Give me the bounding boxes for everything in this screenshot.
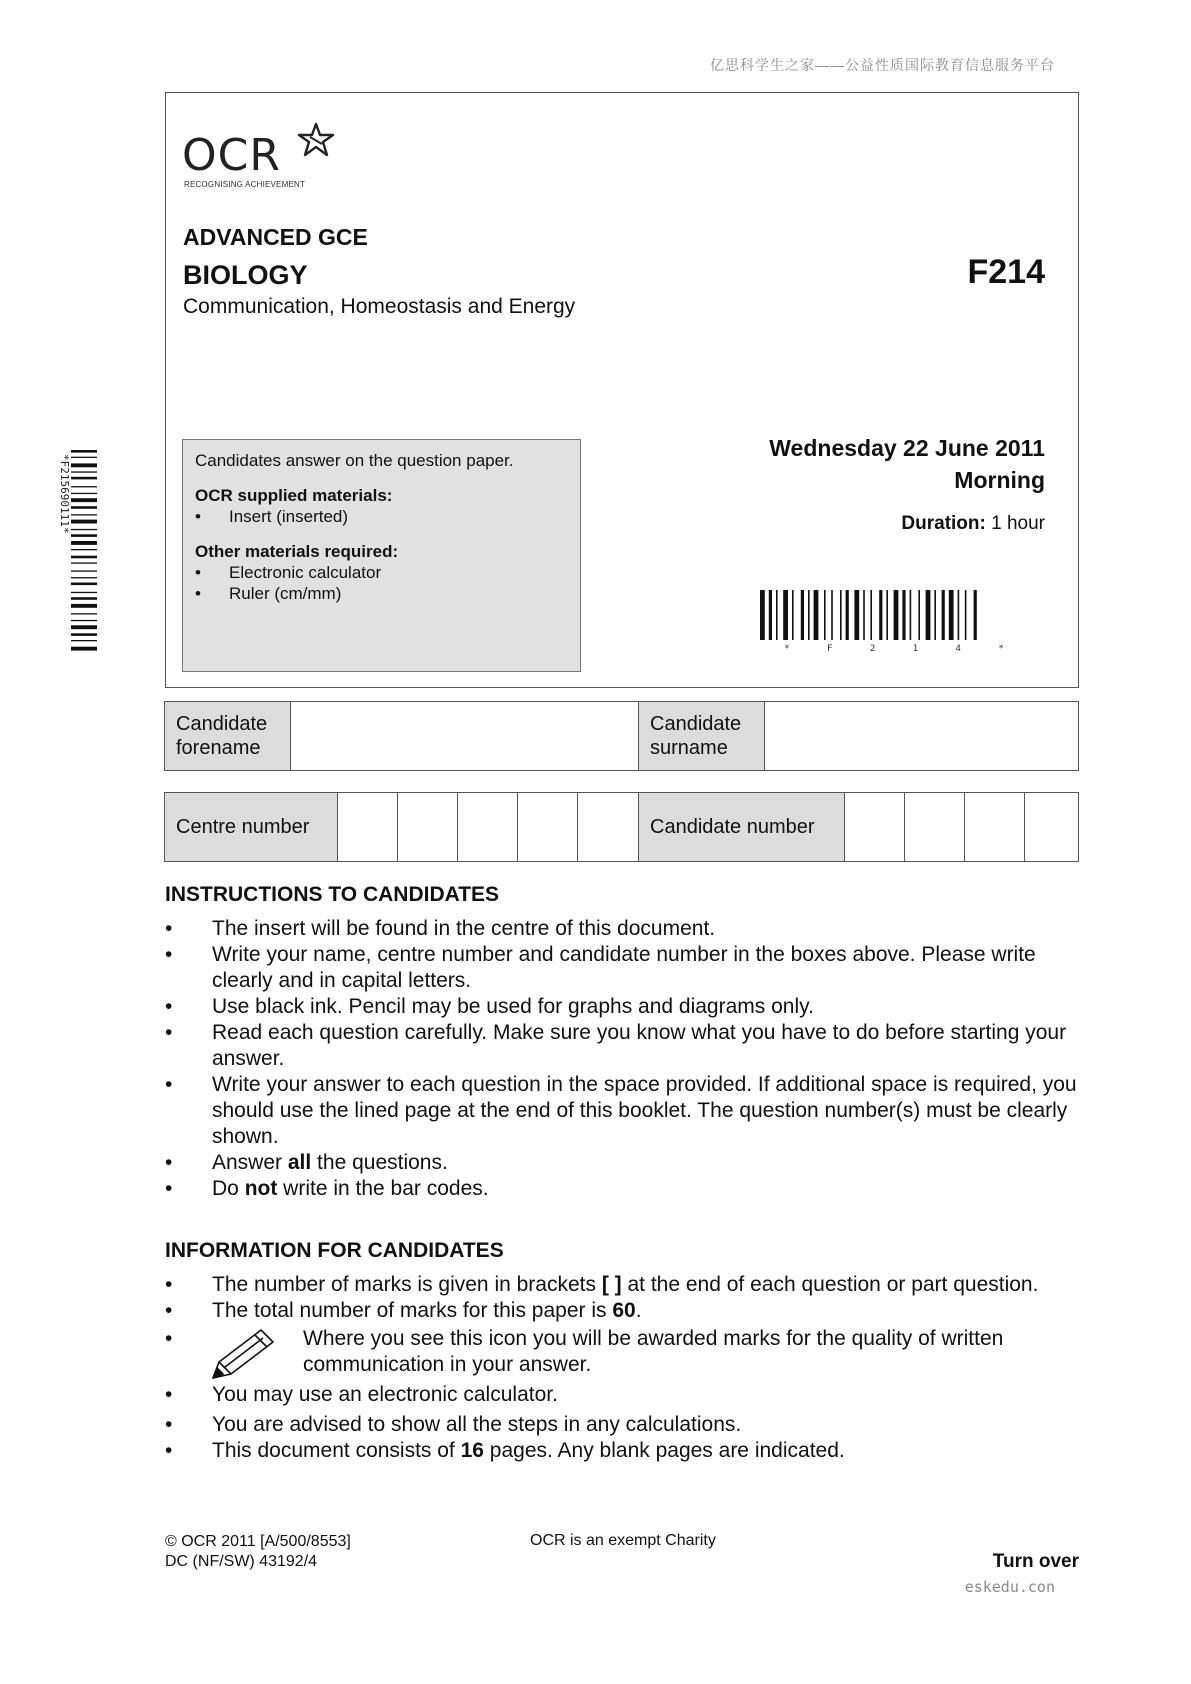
- instructions-list: [165, 916, 1085, 1202]
- barcode-bar: [792, 590, 794, 640]
- pencil-icon: [209, 1326, 279, 1382]
- turn-over: Turn over: [992, 1551, 1079, 1572]
- barcode-bar: [71, 592, 97, 593]
- star-icon: [296, 122, 336, 158]
- side-barcode-text: *F215690111*: [58, 454, 71, 534]
- barcode-bar: [71, 604, 97, 608]
- barcode-bar: [71, 450, 97, 453]
- logo-tagline: RECOGNISING ACHIEVEMENT: [184, 180, 306, 189]
- barcode-bar: [71, 529, 97, 530]
- main-barcode-text: * F 2 1 4 *: [784, 644, 1020, 652]
- copyright: © OCR 2011 [A/500/8553]: [165, 1533, 351, 1550]
- document-ref: DC (NF/SW) 43192/4: [165, 1553, 318, 1570]
- centre-number-box[interactable]: [578, 793, 639, 861]
- barcode-bar: [910, 590, 912, 640]
- barcode-bar: [926, 590, 931, 640]
- unit-title: Communication, Homeostasis and Energy: [183, 295, 576, 318]
- duration-label: Duration:: [901, 513, 986, 534]
- barcode-bar: [949, 590, 954, 640]
- barcode-bar: [814, 590, 819, 640]
- barcode-bar: [71, 498, 97, 502]
- list-item: • You are advised to show all the steps in any calculations.: [165, 1413, 742, 1436]
- unit-code: F214: [967, 253, 1045, 291]
- candidate-number-box[interactable]: [965, 793, 1025, 861]
- information-list: [165, 1272, 1085, 1464]
- qualification-level: ADVANCED GCE: [183, 224, 368, 250]
- barcode-bar: [831, 590, 833, 640]
- barcode-bar: [870, 590, 872, 640]
- barcode-bar: [71, 625, 97, 629]
- barcode-bar: [71, 647, 97, 651]
- barcode-bar: [71, 556, 97, 559]
- list-item: • This document consists of 16 pages. Any blank pages are indicated.: [165, 1439, 845, 1462]
- barcode-bar: [854, 590, 859, 640]
- instructions-heading: INSTRUCTIONS TO CANDIDATES: [165, 883, 500, 906]
- barcode-bar: [71, 471, 97, 472]
- list-item: • Do not write in the bar codes.: [165, 1177, 489, 1200]
- barcode-bar: [776, 590, 778, 640]
- barcode-bar: [886, 590, 888, 640]
- barcode-bar: [71, 457, 97, 458]
- centre-number-box[interactable]: [338, 793, 398, 861]
- barcode-bar: [71, 620, 97, 621]
- barcode-bar: [863, 590, 865, 640]
- barcode-bar: [71, 514, 97, 515]
- exam-duration: [700, 513, 1045, 535]
- barcode-bar: [801, 590, 804, 640]
- barcode-bar: [965, 590, 967, 640]
- charity-note: OCR is an exempt Charity: [530, 1532, 716, 1549]
- candidate-number-box[interactable]: [905, 793, 965, 861]
- barcode-bar: [974, 590, 977, 640]
- list-item: • Where you see this icon you will be awarded marks for the quality of written communication in your answer.: [165, 1326, 1085, 1382]
- barcode-bar: [902, 590, 905, 640]
- barcode-bar: [783, 590, 788, 640]
- barcode-bar: [846, 590, 849, 640]
- exam-session: Morning: [954, 467, 1045, 493]
- barcode-bar: [958, 590, 960, 640]
- barcode-bar: [918, 590, 920, 640]
- information-heading: INFORMATION FOR CANDIDATES: [165, 1239, 504, 1262]
- centre-number-label: Centre number: [165, 793, 338, 861]
- required-item: • Electronic calculator: [195, 562, 568, 583]
- list-item: • The total number of marks for this paper is 60.: [165, 1299, 642, 1322]
- list-item: • Write your answer to each question in the space provided. If additional space is required, you should use the lined page at the end of this booklet. The question number(s) must be clearly shown.: [165, 1073, 1077, 1148]
- main-barcode: [760, 590, 1045, 652]
- barcode-bar: [840, 590, 842, 640]
- barcode-bar: [71, 506, 97, 509]
- centre-number-box[interactable]: [398, 793, 458, 861]
- ocr-logo: [182, 122, 342, 192]
- barcode-bar: [71, 486, 97, 487]
- forename-label: Candidate forename: [165, 702, 291, 770]
- main-barcode-bars: [760, 590, 977, 640]
- barcode-bar: [71, 583, 97, 586]
- barcode-bar: [71, 549, 97, 550]
- centre-number-box[interactable]: [518, 793, 578, 861]
- side-barcode: [55, 450, 97, 676]
- barcode-bar: [71, 633, 97, 636]
- candidate-number-box[interactable]: [845, 793, 905, 861]
- barcode-bar: [71, 520, 97, 524]
- barcode-bar: [71, 613, 97, 614]
- candidate-number-box[interactable]: [1025, 793, 1078, 861]
- barcode-bar: [879, 590, 882, 640]
- materials-box: [182, 439, 581, 672]
- barcode-bar: [71, 493, 97, 494]
- barcode-bar: [934, 590, 936, 640]
- list-item: • Write your name, centre number and candidate number in the boxes above. Please write clearly and in capital letters.: [165, 943, 1036, 992]
- barcode-bar: [71, 562, 97, 563]
- footer-left: [165, 1532, 351, 1572]
- exam-date: Wednesday 22 June 2011: [769, 435, 1045, 461]
- subject-title: BIOLOGY: [183, 260, 308, 290]
- centre-number-box[interactable]: [458, 793, 518, 861]
- barcode-bar: [769, 590, 772, 640]
- materials-intro: Candidates answer on the question paper.: [195, 451, 514, 470]
- list-item: • You may use an electronic calculator.: [165, 1383, 558, 1406]
- barcode-bar: [71, 570, 97, 571]
- barcode-bar: [824, 590, 826, 640]
- barcode-bar: [71, 541, 97, 545]
- supplied-heading: OCR supplied materials:: [195, 486, 393, 505]
- watermark-bottom: eskedu.con: [964, 1578, 1055, 1596]
- barcode-bar: [808, 590, 810, 640]
- side-barcode-bars: [71, 450, 97, 651]
- supplied-item: • Insert (inserted): [195, 506, 568, 527]
- list-item: • Use black ink. Pencil may be used for graphs and diagrams only.: [165, 995, 814, 1018]
- list-item: • The insert will be found in the centre of this document.: [165, 917, 716, 940]
- candidate-name-table: [164, 701, 1079, 771]
- barcode-bar: [71, 463, 97, 467]
- barcode-bar: [71, 477, 97, 480]
- forename-field[interactable]: [291, 702, 639, 770]
- candidate-number-table: [164, 792, 1079, 862]
- barcode-bar: [71, 534, 97, 537]
- logo-word: OCR: [182, 130, 281, 181]
- barcode-bar: [71, 597, 97, 600]
- surname-label: Candidate surname: [639, 702, 765, 770]
- required-heading: Other materials required:: [195, 542, 399, 561]
- barcode-bar: [71, 577, 97, 578]
- barcode-bar: [71, 640, 97, 641]
- candidate-number-label: Candidate number: [639, 793, 845, 861]
- barcode-bar: [760, 590, 765, 640]
- barcode-bar: [942, 590, 945, 640]
- required-item: • Ruler (cm/mm): [195, 583, 568, 604]
- list-item: • The number of marks is given in brackets [ ] at the end of each question or part question.: [165, 1273, 1039, 1296]
- list-item: • Answer all the questions.: [165, 1151, 448, 1174]
- list-item: • Read each question carefully. Make sure you know what you have to do before starting your answer.: [165, 1021, 1067, 1070]
- surname-field[interactable]: [765, 702, 1078, 770]
- duration-value: 1 hour: [991, 513, 1045, 534]
- barcode-bar: [894, 590, 899, 640]
- watermark-top: 亿思科学生之家——公益性质国际教育信息服务平台: [710, 57, 1055, 73]
